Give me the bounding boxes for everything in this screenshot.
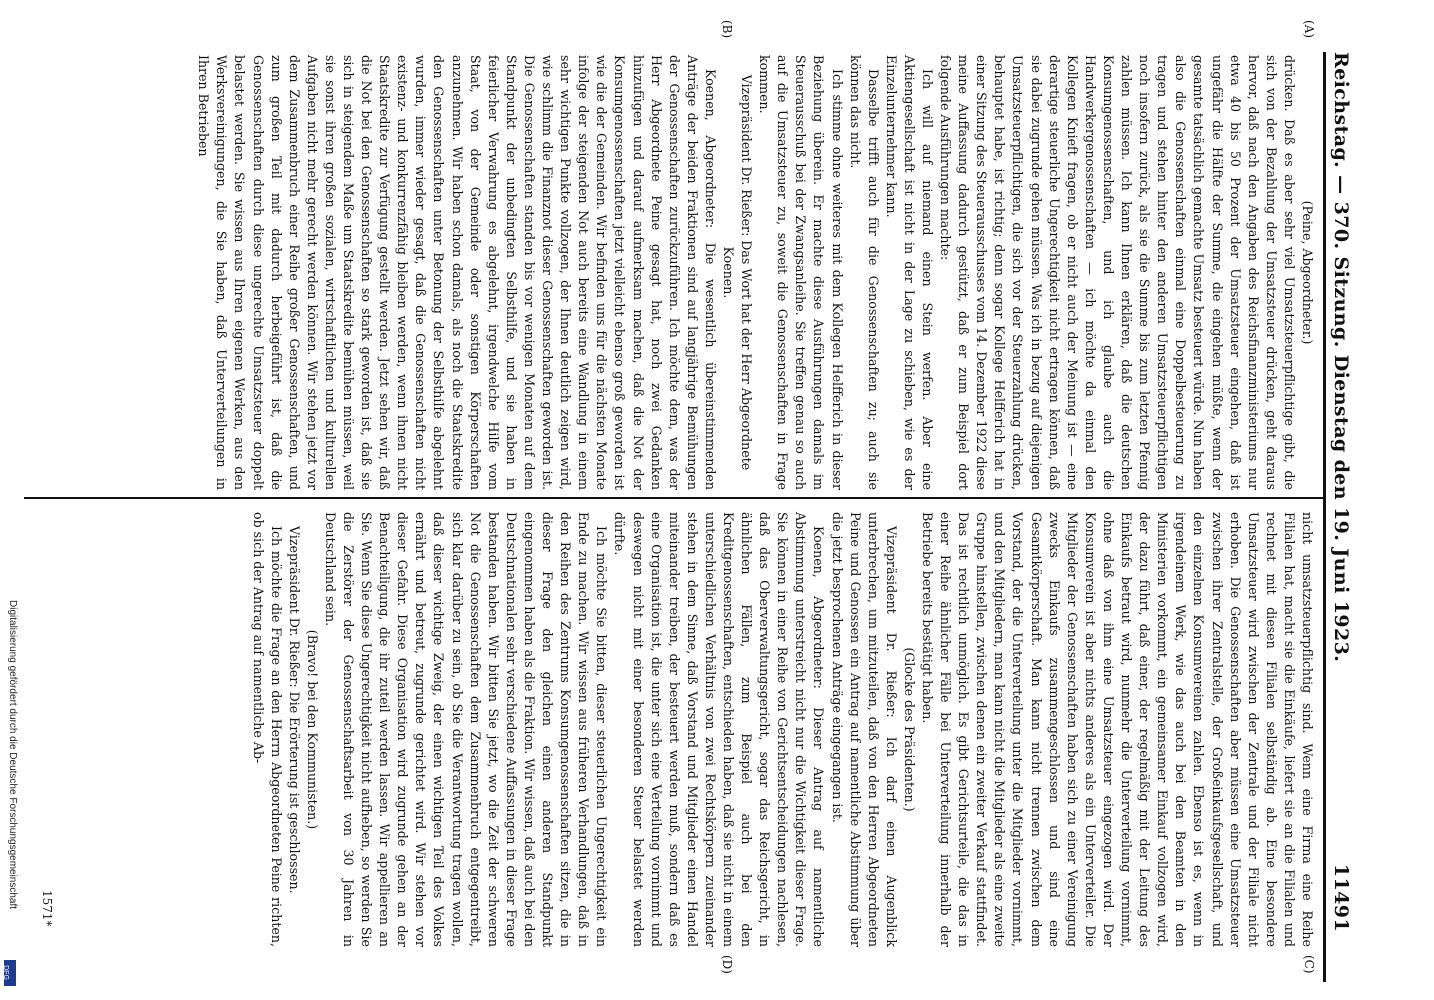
right-column	[248, 512, 1316, 947]
quotation: Ich will auf niemand einen Stein werfen. Aber eine Aktiengesellschaft ist nicht in der Lage zu schieben, wie es der Einzelunternehmer kann.	[883, 55, 936, 490]
paragraph: Vizepräsident Dr. Rießer: Die Erörterung ist geschlossen.	[286, 526, 302, 894]
speaker-note: (Peine, Abgeordneter.)	[1300, 200, 1315, 345]
column-divider	[24, 497, 1324, 499]
dfg-logo	[1, 960, 16, 986]
margin-marker-d: (D)	[720, 955, 734, 974]
header-rule	[1323, 52, 1326, 982]
speaker-heading: Vizepräsident Dr. Rießer: Das Wort hat der Herr Abgeordnete Koenen.	[721, 74, 755, 471]
margin-marker-b: (B)	[720, 20, 734, 39]
paragraph: nicht umsatzsteuerpflichtig sind. Wenn eine Firma eine Reihe Filialen hat, macht sie die Einkäufe, liefert sie an die Filialen und rechnet mit diesen Filialen selbständig ab. Eine besondere Umsatzsteuer wird zwischen der Zentrale und der Filiale nicht erhoben. Die Genossenschaften aber müssen eine Umsatzsteuer zwischen ihrer Zentralstelle, der Großeinkaufsgesellschaft, und den einzelnen Konsumvereinen zahlen. Ebenso ist es, wenn in irgendeinem Werk, wie das auch bei den Beamten in den Ministerien vorkommt, ein gemeinsamer Einkauf vollzogen wird, der dazu führt, daß einer, der regelmäßig mit der Leitung des Einkaufs betraut wird, nunmehr die Unterverteilung vornimmt, ohne daß von ihm eine Umsatzsteuer eingezogen wird. Der Konsumverein ist aber nichts anderes als ein Unterverteiler. Die Mitglieder der Genossenschaften haben sich zu einer Vereinigung zwecks Einkaufs zusammengeschlossen und sind eine Gesamtkörperschaft. Man kann nicht trennen zwischen dem Vorstand, der die Unterverteilung unter die Mitglieder vornimmt, und den Mitgliedern, man kann nicht die Mitglieder als eine zweite Gruppe hinstellen, zwischen denen ein zweiter Verkauf stattfindet. Das ist rechtlich unmöglich. Es gibt Gerichtsurteile, die das in einer Reihe ähnlicher Fälle bei Unterverteilung innerhalb der Betriebe bereits bestätigt haben.	[920, 512, 1315, 947]
left-column	[194, 55, 1316, 490]
paragraph: Dasselbe trifft auch für die Genossenschaften zu; auch sie können das nicht.	[847, 55, 881, 490]
credit-text: Digitalisierung gefördert durch die Deutsche Forschungsgemeinschaft	[7, 600, 18, 910]
running-header	[1328, 52, 1352, 952]
paragraph: Ich möchte die Frage an den Herrn Abgeordneten Peine richten, ob sich der Antrag auf namentliche Ab-	[250, 512, 284, 947]
dfg-logo-text: DFG	[1, 965, 9, 980]
margin-marker-c: (C)	[1302, 955, 1316, 974]
paragraph: Ich stimme ohne weiteres mit dem Kollegen Helfferich in dieser Beziehung überein. Er machte diese Ausführungen damals im Steuerausschuß bei der Zwangsanleihe. Sie treffen genau so auch auf die Umsatzsteuer zu, soweit die Genossenschaften in Frage kommen.	[757, 55, 845, 490]
paragraph: Ich möchte Sie bitten, dieser steuerlichen Ungerechtigkeit ein Ende zu machen. Wir wissen aus früheren Verhandlungen, daß in den Reihen des Zentrums Konsumgenossenschaften sitzen, die in dieser Frage den gleichen einen anderen Standpunkt eingenommen haben als die Fraktion. Wir wissen, daß auch bei den Deutschnationalen sehr verschiedene Auffassungen in dieser Frage bestanden haben. Wir bitten Sie jetzt, wo die Zeit der schweren Not die Genossenschaften dem Zusammenbruch entgegentreibt, sich klar darüber zu sein, ob Sie die Verantwortung tragen wollen, daß dieser wichtige Zweig, der einen wichtigen Teil des Volkes ernährt und betreut, zugrunde gerichtet wird. Wir stehen vor dieser Gefahr. Diese Organisation wird zugrunde gehen an der Benachteiligung, die ihr zuteil werden lassen. Wir appellieren an Sie. Wenn Sie diese Ungerechtigkeit nicht aufheben, so werden Sie die Zerstörer der Genossenschaftsarbeit von 30 Jahren in Deutschland sein.	[322, 512, 610, 947]
paragraph: Koenen, Abgeordneter: Die wesentlich übereinstimmenden Anträge der beiden Fraktionen sind auf langjährige Bemühungen der Genossenschaften zurückzuführen. Ich möchte dem, was der Herr Abgeordnete Peine gesagt hat, noch zwei Gedanken hinzufügen und darauf aufmerksam machen, daß die Not der Konsumgenossenschaften jetzt vielleicht ebenso groß geworden ist wie die der Gemeinden. Wir befinden uns für die nächsten Monate infolge der steigenden Not auch bereits eine Wandlung in einem sehr wichtigen Punkte vollzogen, der Ihnen deutlich zeigen wird, wie schlimm die Finanznot dieser Genossenschaften geworden ist. Die Genossenschaften standen bis vor wenigen Monaten auf dem Standpunkt der unbedingten Selbsthilfe, und sie haben in feierlicher Verwahrung es abgelehnt, irgendwelche Hilfe vom Staat, von der Gemeinde oder sonstigen Körperschaften anzunehmen. Wir haben schon damals, als noch die Staatskredite den Genossenschaften unter Betonung der Selbsthilfe abgelehnt wurden, immer wieder gesagt, daß die Genossenschaften nicht existenz- und konkurrenzfähig bleiben werden, wenn ihnen nicht Staatskredite zur Verfügung gestellt werden. Jetzt sehen wir, daß die Not bei den Genossenschaften so stark geworden ist, daß sie sich in steigendem Maße um Staatskredite bemühen müssen, weil sie sonst ihren großen sozialen, wirtschaftlichen und kulturellen Aufgaben nicht mehr gerecht werden können. Wir stehen jetzt vor dem Zusammenbruch einer Reihe großer Genossenschaften, und zum großen Teil mit dadurch herbeigeführt ist, daß die Genossenschaften durch diese ungerechte Umsatzsteuer doppelt belastet werden. Sie wissen aus Ihren eigenen Werken, aus den Werksvereinigungen, die Sie haben, daß Unterverteilungen in Ihren Betrieben	[196, 55, 718, 490]
digitization-credit	[2, 600, 20, 990]
interjection: (Glocke des Präsidenten.)	[901, 647, 917, 812]
header-title: Reichstag. — 370. Sitzung. Dienstag den 19. Juni 1923.	[1330, 52, 1352, 663]
paragraph: Koenen, Abgeordneter: Dieser Antrag auf namentliche Abstimmung unterstreicht nicht nur die Wichtigkeit dieser Frage. Sie können in einer Reihe von Gerichtsentscheidungen nachlesen, daß das Oberverwaltungsgericht, sogar das Reichsgericht, in ähnlichen Fällen, zum Beispiel auch bei den Kreditgenossenschaften, entschieden haben, daß sie nicht in einem unterschiedlichen Verhältnis von zwei Rechtskörpern zueinander stehen in dem Sinne, daß Vorstand und Mitglieder einen Handel miteinander treiben, der besteuert werden muß, sondern daß es eine Organisation ist, die unter sich eine Verteilung vornimmt und deswegen nicht mit einer besonderen Steuer belastet werden dürfte.	[612, 512, 827, 947]
margin-marker-a: (A)	[1302, 20, 1316, 39]
interjection: (Bravo! bei den Kommunisten.)	[304, 629, 320, 830]
paragraph: drücken. Daß es aber sehr viel Umsatzsteuerpflichtige gibt, die sich von der Bezahlung der Umsatzsteuer drücken, geht daraus hervor, daß nach den Angaben des Reichsfinanzministeriums nur etwa 40 bis 50 Prozent der Umsatzsteuer eingehen, daß ist ungefähr die Hälfte der Summe, die eingehen müßte, wenn der gesamte tatsächlich gemachte Umsatz besteuert würde. Nun haben also die Genossenschaften einmal eine Doppelbesteuerung zu tragen und stehen hinter den anderen Umsatzsteuerpflichtigen noch insofern zurück, als sie die Summe bis zum letzten Pfennig zahlen müssen. Ich kann Ihnen erklären, daß die deutschen Konsumgenossenschaften, und ich glaube auch die Handwerkergenossenschaften — ich möchte da einmal den Kollegen Knieft fragen, ob er nicht auch der Meinung ist — eine derartige steuerliche Ungerechtigkeit nicht ertragen können, daß sie dabei zugrunde gehen müssen. Was ich in bezug auf diejenigen Umsatzsteuerpflichtigen, die sich vor der Steuerzahlung drücken, behauptet habe, ist richtig; denn sogar Kollege Helfferich hat in einer Sitzung des Steuerausschusses vom 14. Dezember 1922 diese meine Auffassung dadurch gestützt, daß er zum Beispiel dort folgende Ausführungen machte:	[938, 55, 1297, 490]
paragraph: Vizepräsident Dr. Rießer: Ich darf einen Augenblick unterbrechen, um mitzuteilen, daß von den Herren Abgeordneten Peine und Genossen ein Antrag auf namentliche Abstimmung über die jetzt besprochenen Anträge eingegangen ist.	[829, 512, 899, 947]
footer-page-number: 1571*	[40, 890, 54, 927]
header-page-number: 11491	[1330, 863, 1352, 932]
